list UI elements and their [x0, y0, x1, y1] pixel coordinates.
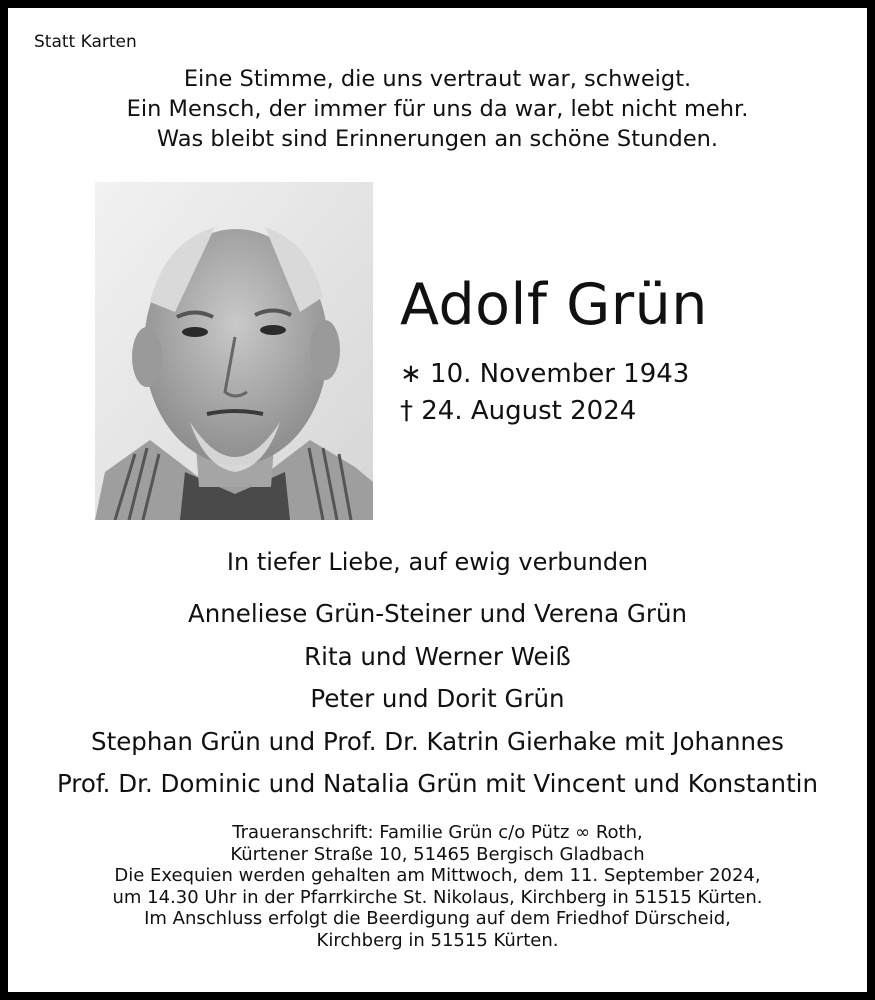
info-line: Die Exequien werden gehalten am Mittwoch, dem 11. September 2024, [114, 865, 761, 886]
statt-karten-label: Statt Karten [34, 32, 137, 52]
portrait-photo [95, 182, 373, 520]
info-line: Im Anschluss erfolgt die Beerdigung auf dem Friedhof Dürscheid, [144, 908, 731, 929]
info-line: Traueranschrift: Familie Grün c/o Pütz ∞ Roth, [232, 822, 643, 843]
verse-line: Ein Mensch, der immer für uns da war, lebt nicht mehr. [126, 96, 749, 122]
mourner-line: Prof. Dr. Dominic und Natalia Grün mit Vincent und Konstantin [56, 769, 819, 798]
mourners-list [8, 593, 867, 806]
mourner-line: Anneliese Grün-Steiner und Verena Grün [187, 599, 688, 628]
death-date: † 24. August 2024 [400, 396, 637, 426]
mourner-line: Stephan Grün und Prof. Dr. Katrin Gierhake mit Johannes [91, 726, 784, 756]
dedication-line: In tiefer Liebe, auf ewig verbunden [226, 548, 649, 576]
deceased-name: Adolf Grün [400, 272, 708, 338]
obituary-card [8, 8, 867, 992]
portrait-illustration [95, 182, 373, 520]
verse-line: Was bleibt sind Erinnerungen an schöne Stunden. [156, 126, 719, 152]
mourner-line: Rita und Werner Weiß [304, 641, 571, 671]
mourner-line: Peter und Dorit Grün [310, 684, 565, 713]
verse-line: Eine Stimme, die uns vertraut war, schweigt. [183, 66, 692, 92]
birth-date: ∗ 10. November 1943 [400, 359, 690, 389]
info-line: Kirchberg in 51515 Kürten. [316, 929, 559, 951]
memorial-verse [8, 64, 867, 154]
info-line: Kürtener Straße 10, 51465 Bergisch Gladbach [230, 843, 645, 865]
info-line: um 14.30 Uhr in der Pfarrkirche St. Nikolaus, Kirchberg in 51515 Kürten. [112, 886, 763, 908]
funeral-info [8, 822, 867, 951]
